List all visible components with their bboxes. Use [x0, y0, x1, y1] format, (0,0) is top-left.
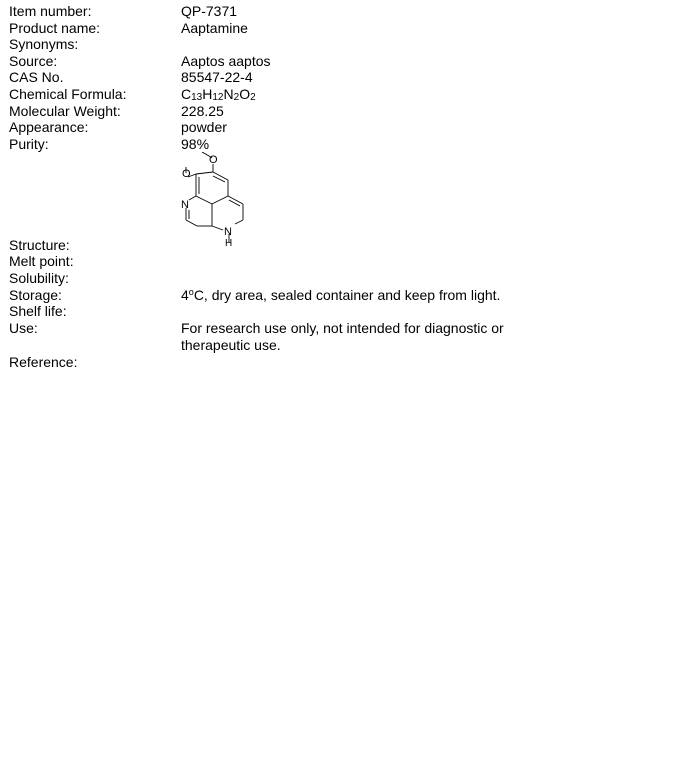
item-number-value: QP-7371: [181, 3, 238, 19]
row-structure: [9, 152, 609, 253]
formula-h: H: [202, 85, 213, 102]
atom-h: H: [225, 238, 233, 250]
molecular-weight-value: 228.25: [181, 102, 224, 119]
use-line-2: therapeutic use.: [181, 336, 281, 353]
degree-symbol: o: [188, 286, 194, 297]
formula-c-count: 13: [191, 91, 203, 103]
product-datasheet: [9, 3, 609, 370]
synonyms-label: Synonyms:: [9, 36, 79, 53]
row-reference: [9, 354, 609, 371]
atom-o-upper: O: [209, 154, 218, 167]
molecular-weight-label: Molecular Weight:: [9, 102, 121, 119]
reference-label: Reference:: [9, 353, 78, 370]
bond: [212, 226, 223, 230]
chemical-formula-value: [181, 86, 609, 103]
appearance-label: Appearance:: [9, 119, 89, 136]
atom-n-left: N: [181, 199, 189, 212]
formula-n-count: 2: [233, 91, 240, 103]
item-number-label: Item number:: [9, 3, 92, 19]
row-use: [9, 320, 609, 354]
use-value: [181, 320, 609, 354]
purity-value: 98%: [181, 135, 210, 152]
source-label: Source:: [9, 52, 58, 69]
shelf-life-label: Shelf life:: [9, 303, 67, 320]
row-cas-no: [9, 69, 609, 86]
bond: [229, 200, 240, 206]
row-appearance: [9, 119, 609, 136]
source-value: Aaptos aaptos: [181, 52, 271, 69]
atom-n-lower: N: [224, 226, 232, 239]
bond: [213, 176, 225, 182]
row-product-name: [9, 20, 609, 37]
melt-point-label: Melt point:: [9, 253, 74, 270]
atom-o-left: O: [182, 168, 191, 181]
bond: [202, 152, 209, 156]
shelf-life-value: [181, 303, 609, 320]
structure-label: Structure:: [9, 236, 70, 253]
formula-n: N: [223, 85, 234, 102]
use-line-1: For research use only, not intended for diagnostic or: [181, 319, 504, 336]
product-name-value: Aaptamine: [181, 19, 248, 36]
bond: [212, 196, 228, 204]
reference-value: [181, 354, 609, 371]
bond: [235, 220, 243, 224]
row-chemical-formula: [9, 86, 609, 103]
melt-point-value: [181, 253, 609, 270]
purity-label: Purity:: [9, 135, 49, 152]
formula-o: O: [239, 85, 251, 102]
formula-h-count: 12: [212, 91, 224, 103]
chemical-formula-label: Chemical Formula:: [9, 85, 127, 102]
solubility-value: [181, 270, 609, 287]
bond: [189, 196, 196, 200]
bond: [213, 172, 228, 180]
row-solubility: [9, 270, 609, 287]
bond: [186, 220, 197, 226]
cas-no-label: CAS No.: [9, 69, 64, 86]
storage-temperature: 4: [181, 286, 189, 303]
appearance-value: powder: [181, 119, 227, 136]
row-synonyms: [9, 36, 609, 53]
formula-o-count: 2: [250, 91, 256, 103]
row-shelf-life: [9, 303, 609, 320]
product-name-label: Product name:: [9, 19, 101, 36]
storage-conditions: C, dry area, sealed container and keep from light.: [193, 286, 501, 303]
solubility-label: Solubility:: [9, 269, 69, 286]
use-label: Use:: [9, 319, 38, 336]
row-source: [9, 53, 609, 70]
row-melt-point: [9, 253, 609, 270]
formula-c: C: [181, 85, 192, 102]
structure-image: [181, 152, 609, 253]
row-item-number: [9, 3, 609, 20]
row-purity: [9, 136, 609, 153]
bond: [196, 196, 212, 204]
storage-value: [181, 287, 609, 304]
synonyms-value: [181, 36, 609, 53]
bond: [228, 196, 243, 204]
storage-label: Storage:: [9, 286, 62, 303]
cas-no-value: 85547-22-4: [181, 69, 253, 86]
bond: [196, 172, 213, 174]
row-storage: [9, 287, 609, 304]
chemical-structure-diagram: [179, 152, 259, 252]
row-molecular-weight: [9, 103, 609, 120]
